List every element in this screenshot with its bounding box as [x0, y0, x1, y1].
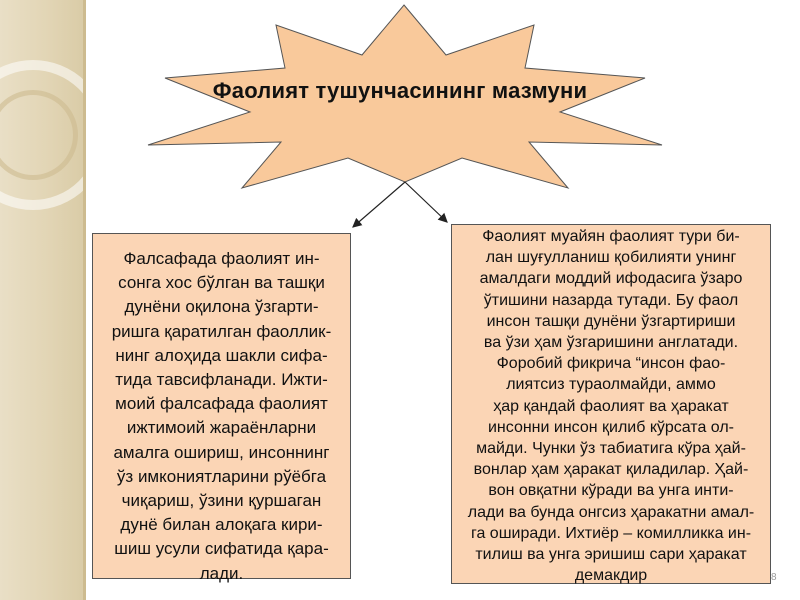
slide-number: 8 — [771, 572, 777, 583]
text-line: ришга қаратилган фаоллик- — [111, 321, 332, 341]
text-line: чиқариш, ўзини қуршаган — [121, 491, 322, 511]
text-line: ва ўзи ҳам ўзгаришини англатади. — [483, 334, 739, 352]
text-line: инсонни инсон қилиб кўрсата ол- — [487, 418, 734, 436]
text-line: Форобий фикрича “инсон фао- — [496, 355, 726, 373]
text-line: дунё билан алоқага кири- — [120, 515, 323, 535]
definition-box-right — [451, 224, 771, 584]
text-line: ўтишини назарда тутади. Бу фаол — [483, 291, 739, 309]
arrow-left — [353, 182, 405, 227]
text-line: амалдаги моддий ифодасига ўзаро — [479, 270, 743, 288]
text-line: нинг алоҳида шакли сифа- — [115, 345, 328, 365]
text-line: вон овқатни кўради ва унга инти- — [488, 482, 734, 500]
text-line: майди. Чунки ўз табиатига кўра ҳай- — [476, 440, 746, 458]
text-line: ўз имкониятларини рўёбга — [116, 466, 327, 486]
text-line: лан шуғулланиш қобилияти унинг — [485, 249, 737, 267]
text-line: ҳар қандай фаолият ва ҳаракат — [493, 397, 729, 415]
text-line: ижтимоий жараёнларни — [126, 418, 317, 438]
text-line: лиятсиз тураолмайди, аммо — [506, 376, 716, 394]
definition-box-left — [92, 233, 351, 583]
text-line: лади ва бунда онгсиз ҳаракатни амал- — [467, 503, 755, 521]
text-line: моий фалсафада фаолият — [115, 394, 328, 414]
diagram-title: Фаолият тушунчасининг мазмуни — [212, 78, 588, 103]
arrow-right — [405, 182, 447, 222]
text-line: Фаолият муайян фаолият тури би- — [482, 228, 740, 245]
text-line: демакдир — [574, 567, 648, 585]
text-line: вонлар ҳам ҳаракат қиладилар. Ҳай- — [473, 461, 749, 479]
text-line: сонга хос бўлган ва ташқи — [118, 273, 325, 293]
text-line: лади. — [199, 563, 244, 583]
text-line: инсон ташқи дунёни ўзгартириши — [486, 312, 736, 330]
text-line: тилиш ва унга эришиш сари ҳаракат — [475, 546, 747, 564]
text-line: тида тавсифланади. Ижти- — [115, 370, 328, 390]
text-line: Фалсафада фаолият ин- — [123, 249, 320, 268]
text-line: га оширади. Ихтиёр – комилликка ин- — [470, 524, 752, 542]
text-line: дунёни оқилона ўзгарти- — [124, 297, 319, 317]
text-line: амалга ошириш, инсоннинг — [113, 442, 330, 462]
text-line: шиш усули сифатида қара- — [114, 539, 329, 559]
